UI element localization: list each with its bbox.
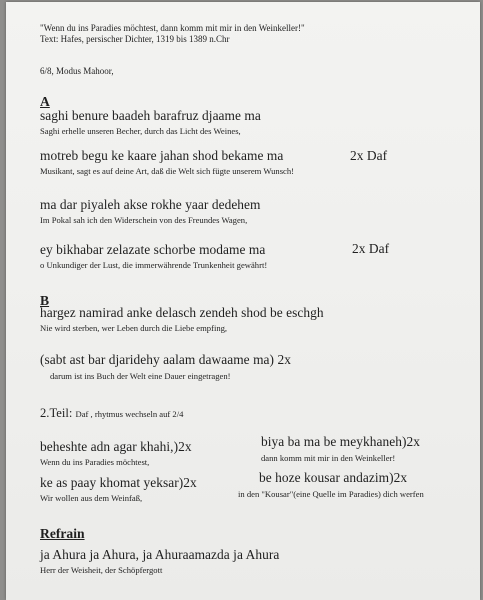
verse-line: saghi benure baadeh barafruz djaame ma [40, 108, 261, 123]
translation-line: o Unkundiger der Lust, die immerwährende Trunkenheit gewährt! [40, 260, 268, 270]
verse-line: ey bikhabar zelazate schorbe modame ma [40, 242, 266, 257]
refrain-translation: Herr der Weisheit, der Schöpfergott [40, 565, 163, 575]
verse-line: (sabt ast bar djaridehy aalam dawaame ma) 2x [40, 352, 291, 367]
verse-line-right: biya ba ma be meykhaneh)2x [261, 434, 420, 449]
song-sheet [6, 2, 480, 600]
verse-line-left: ke as paay khomat yeksar)2x [40, 475, 197, 490]
translation-line: Nie wird sterben, wer Leben durch die Liebe empfing, [40, 323, 228, 333]
repeat-note: 2x Daf [350, 148, 388, 163]
translation-line-right: dann komm mit mir in den Weinkeller! [261, 453, 396, 463]
translation-line-left: Wenn du ins Paradies möchtest, [40, 457, 150, 467]
refrain-label: Refrain [40, 526, 85, 541]
verse-line: hargez namirad anke delasch zendeh shod be eschgh [40, 305, 324, 320]
verse-line: motreb begu ke kaare jahan shod bekame ma [40, 148, 284, 163]
translation-line-left: Wir wollen aus dem Weinfaß, [40, 493, 143, 503]
translation-line: Saghi erhelle unseren Becher, durch das Licht des Weines, [40, 126, 241, 136]
refrain-verse: ja Ahura ja Ahura, ja Ahuraamazda ja Ahura [40, 547, 280, 562]
translation-line-right: in den "Kousar"(eine Quelle im Paradies) dich werfen [238, 489, 424, 499]
section-a-label: A [40, 94, 50, 109]
section-b-label: B [40, 293, 50, 308]
header-source: Text: Hafes, persischer Dichter, 1319 bis 1389 n.Chr [40, 34, 230, 44]
teil2-subtitle: Daf , rhytmus wechseln auf 2/4 [75, 409, 184, 419]
header-quote: "Wenn du ins Paradies möchtest, dann komm mit mir in den Weinkeller!" [40, 23, 305, 33]
verse-line-right: be hoze kousar andazim)2x [259, 470, 408, 485]
verse-line-left: beheshte adn agar khahi,)2x [40, 439, 192, 454]
translation-line: darum ist ins Buch der Welt eine Dauer eingetragen! [50, 371, 231, 381]
header-meter: 6/8, Modus Mahoor, [40, 66, 114, 76]
teil2-heading [40, 406, 183, 421]
repeat-note: 2x Daf [352, 241, 390, 256]
translation-line: Im Pokal sah ich den Widerschein von des Freundes Wagen, [40, 215, 248, 225]
verse-line: ma dar piyaleh akse rokhe yaar dedehem [40, 197, 261, 212]
teil2-title: 2.Teil: [40, 406, 73, 420]
translation-line: Musikant, sagt es auf deine Art, daß die Welt sich fügte unserem Wunsch! [40, 166, 295, 176]
